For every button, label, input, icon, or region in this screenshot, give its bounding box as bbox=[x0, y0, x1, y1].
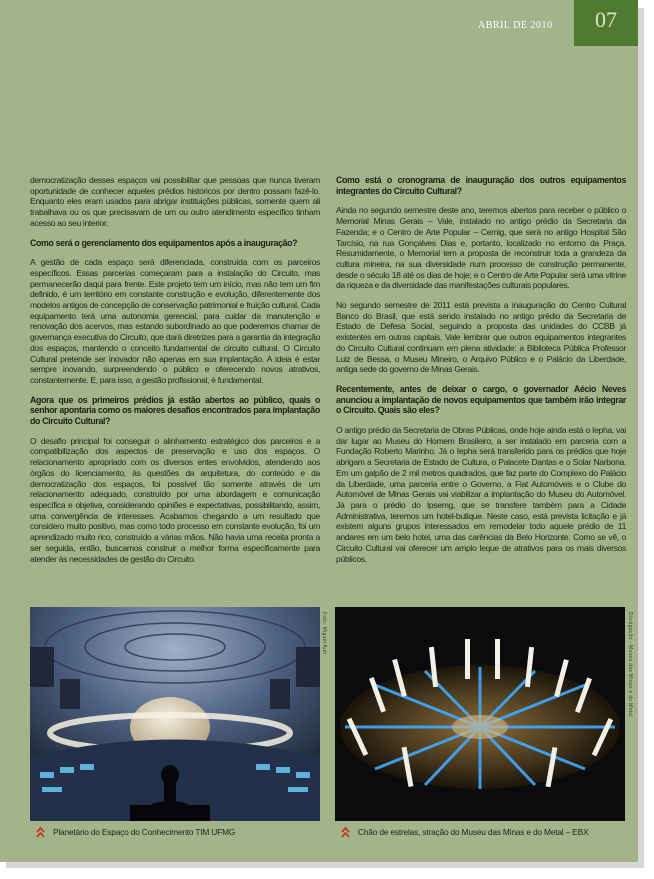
caption-text: Chão de estrelas, stração do Museu das Minas e do Metal – EBX bbox=[358, 827, 589, 837]
planetarium-photo bbox=[30, 607, 320, 821]
issue-date: ABRIL DE 2010 bbox=[478, 20, 553, 31]
star-floor-photo bbox=[335, 607, 625, 821]
interview-question: Como está o cronograma de inauguração dos outros equipamentos integrantes do Circuito Cultural? bbox=[336, 175, 626, 196]
paragraph: democratização desses espaços vai possibilitar que pessoas que nunca tiveram oportunidade de conhecer aqueles prédios históricos por dentro possam fazê-lo. Enquanto eles eram usados para abrigar instituições públicas, somente quem ali trabalhava ou os que precisavam de um ou outro atendimento específico tinham acesso ao seu interior. bbox=[30, 175, 320, 228]
paragraph: No segundo semestre de 2011 está prevista a inauguração do Centro Cultural Banco do Brasil, que está sendo instalado no antigo prédio da Secretaria de Estado de Defesa Social, seguindo a proposta das unidades do CCBB já existentes em outras capitais. Vale lembrar que outros equipamentos integrantes do Circuito Cultural continuam em plena atividade: a Biblioteca Pública Professor Luiz de Bessa, o Museu Mineiro, o Arquivo Público e o Palácio da Liberdade, antiga sede do governo de Minas Gerais. bbox=[336, 300, 626, 375]
photo-credit: Foto: Miguel Aun bbox=[321, 612, 327, 655]
photo-caption bbox=[36, 826, 235, 838]
caption-text: Planetário do Espaço do Conhecimento TIM UFMG bbox=[53, 827, 236, 837]
page-shadow-right bbox=[638, 8, 644, 868]
page-shadow bbox=[6, 862, 644, 868]
paragraph: A gestão de cada espaço será diferenciada, construída com os parceiros específicos. Essas parcerias começaram para a instalação do Circuito, mas permanecerão daqui para frente. Este projeto tem um início, mas não tem um fim definido, é um território em constante construção e evolução, diferentemente dos modelos antigos de concepção de conservação patrimonial e fruição cultural. Cada equipamento terá uma autonomia gerencial, para cuidar da manutenção e renovação dos acervos, mas estando subordinado ao que poderemos chamar de governança executiva do Circuito, que dará diretrizes para a garantia da integração dos espaços, mantendo o conceito fundamental de circuito cultural. O Circuito Cultural pretende ser inovador não apenas em sua implantação. A ideia é estar sempre inovando, surpreendendo o público e oferecendo novos atrativos, constantemente. E, para isso, a gestão profissional, é fundamental. bbox=[30, 257, 320, 385]
interview-question: Agora que os primeiros prédios já estão abertos ao público, quais o senhor apontaria como os maiores desafios encontrados para implantação do Circuito Cultural? bbox=[30, 394, 320, 427]
interview-question: Como será o gerenciamento dos equipamentos após a inauguração? bbox=[30, 237, 298, 248]
photo-caption bbox=[341, 826, 588, 838]
paragraph: O desafio principal foi conseguir o alinhamento estratégico dos parceiros e a compatibilização dos aspectos de preservação e uso dos espaços. O relacionamento apropriado com os diversos entes envolvidos, atendendo aos órgãos do licenciamento, às questões da arquitetura, do conteúdo e da democratização dos espaços, foi possível tão somente através de um relacionamento adequado, construído por uma abordagem e comunicação específica e objetiva, considerando opiniões e expectativas, possibilitando, assim, uma convergência de interesses. Acabamos chegando a um resultado que considero muito positivo, mas como todo processo em constante evolução, foi um aprendizado muito rico, construído a várias mãos. Não havia uma receita pronta a ser seguida, então, buscamos construir a melhor forma especificamente para atender às necessidades de gestão do Circuito. bbox=[30, 435, 320, 564]
page-number: 07 bbox=[574, 0, 638, 46]
left-column bbox=[30, 175, 320, 573]
photo-credit: Divulgação - Museu das Minas e do Metal bbox=[627, 612, 633, 717]
paragraph: O antigo prédio da Secretaria de Obras Públicas, onde hoje ainda está o Iepha, vai dar lugar ao Museu do Homem Brasileiro, a ser instalado em parceria com a Fundação Roberto Marinho. Já o Iepha será transferido para os prédios que hoje abrigam a Secretaria de Estado de Cultura, o Palacete Dantas e o Solar Narbona. Em um galpão de 2 mil metros quadrados, que faz parte do Complexo do Palácio da Liberdade, uma parceria entre o Governo, a Fiat Automóveis e o Clube do Automóvel de Minas Gerais vai viabilizar a implantação do Museu do Automóvel. Já para o prédio do Ipsemg, que se transfere também para a Cidade Administrativa, teremos um hotel-butique. Neste caso, está prevista licitação e já existem alguns grupos interessados em remodelar todo aquele prédio de 11 andares em um belo hotel, uma das carências da Belo Horizonte. Como se vê, o Circuito Cultural vai oferecer um amplo leque de atrativos para os mais diversos públicos. bbox=[336, 425, 626, 564]
interview-question: Recentemente, antes de deixar o cargo, o governador Aécio Neves anunciou a implantação de novos equipamentos que também irão integrar o Circuito. Quais são eles? bbox=[336, 383, 626, 416]
double-chevron-up-icon bbox=[36, 826, 45, 838]
right-column bbox=[336, 175, 626, 573]
double-chevron-up-icon bbox=[341, 826, 350, 838]
paragraph: Ainda no segundo semestre deste ano, teremos abertos para receber o público o Memorial Minas Gerais – Vale, instalado no antigo prédio da Secretaria da Fazenda; e o Centro de Arte Popular – Cemig, que será no antigo Hospital São Tarcísio, na rua Gonçalves Dias e, portanto, localizado no entorno da Praça. Resumidamente, o Memorial tem a proposta de reconstruir toda a grandeza da cultura mineira, na sua diversidade num processo de construção permanente, desde o século 18 até os dias de hoje; e o Centro de Arte Popular será uma vitrine da riqueza e da diversidade das manifestações culturais populares. bbox=[336, 205, 626, 291]
